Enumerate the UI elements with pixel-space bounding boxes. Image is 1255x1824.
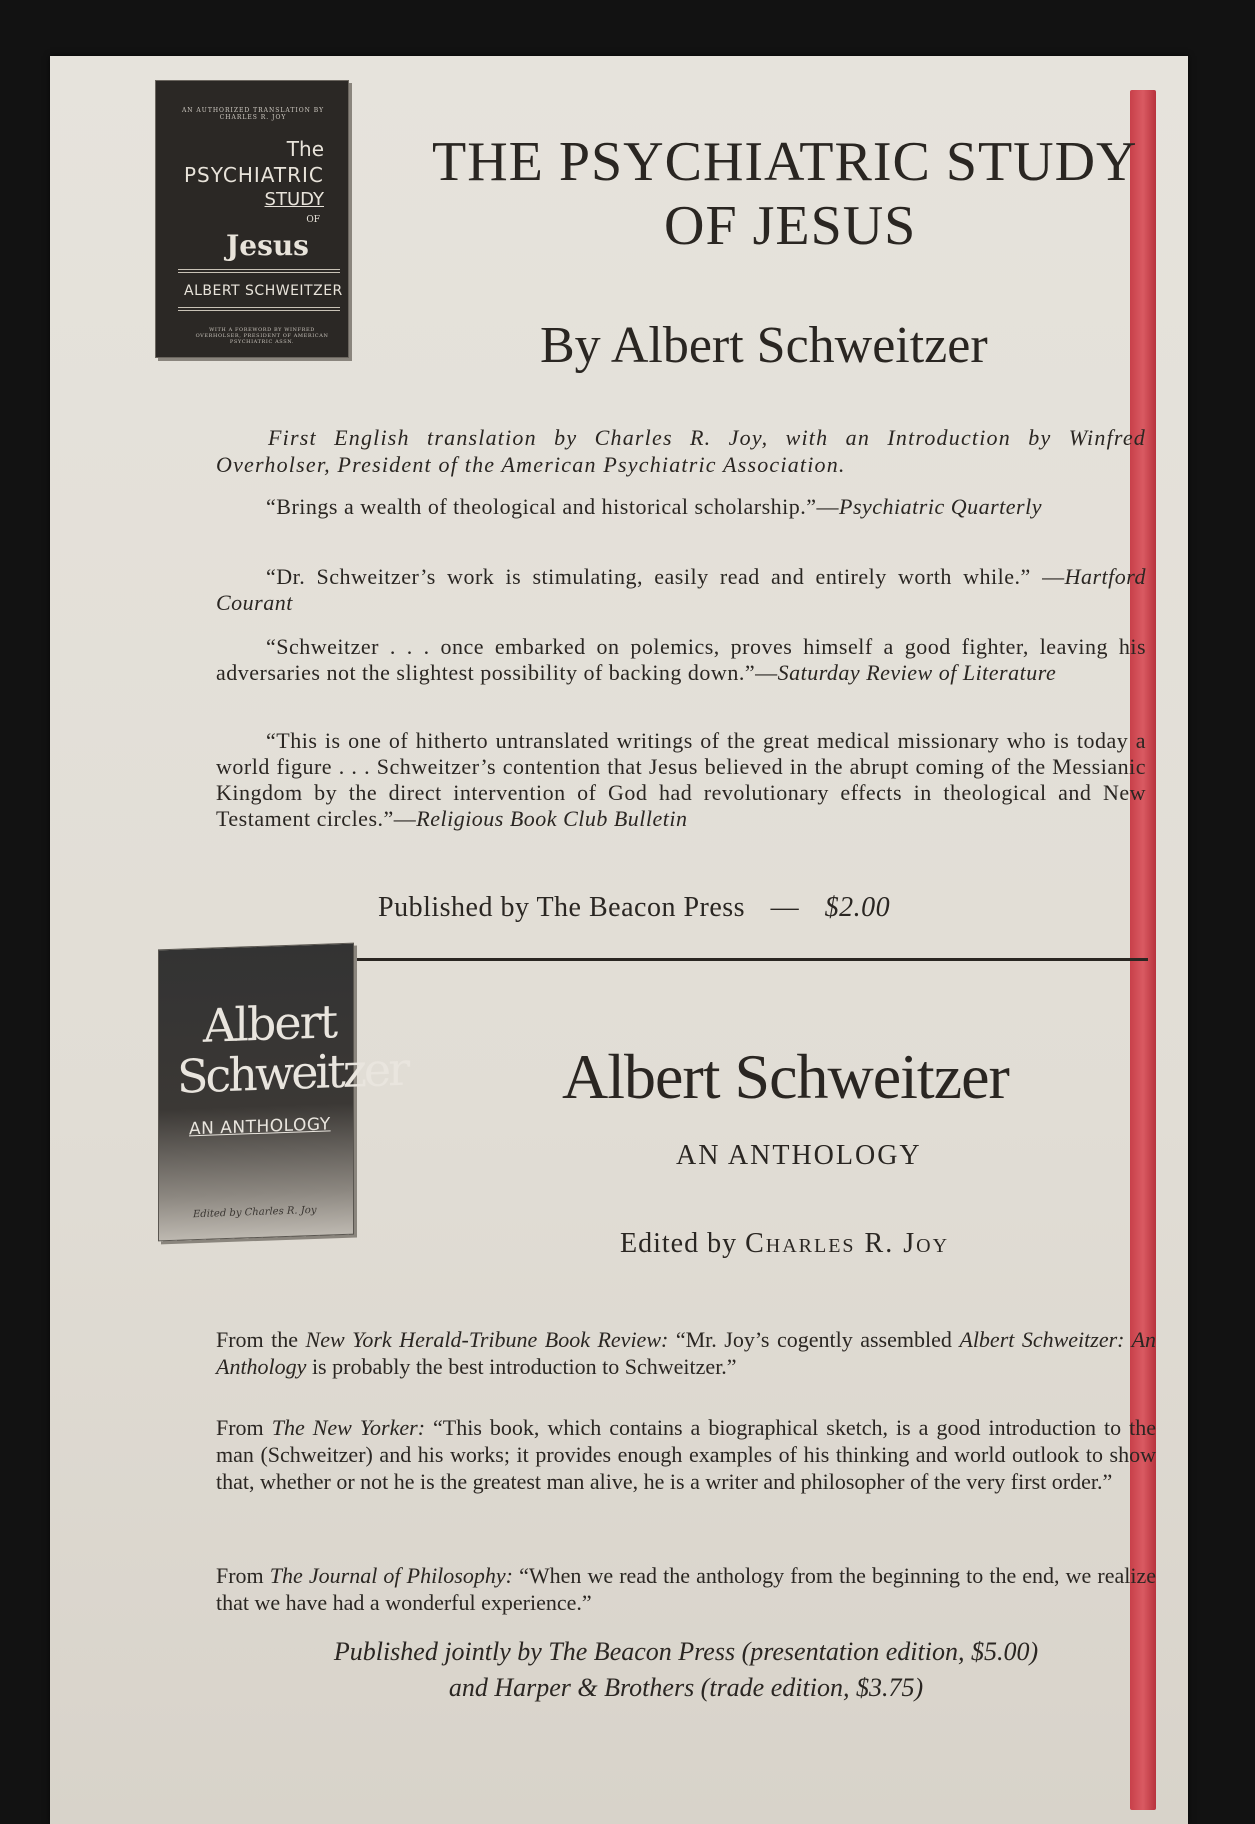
review-title-ref: Albert Schweitzer: An Anthology xyxy=(216,1327,1157,1379)
book2-editor xyxy=(620,1228,949,1260)
cover1-title-the: The xyxy=(286,137,324,161)
cover2-subtitle: AN ANTHOLOGY xyxy=(189,1114,331,1140)
review-text: “When we read the anthology from the beginning to the end, we realize that we have had a wonderful experience.” xyxy=(216,1563,1157,1615)
review-text-cont: is probably the best introduction to Schweitzer.” xyxy=(311,1354,737,1379)
book2-publisher-line2: and Harper & Brothers (trade edition, $3.75) xyxy=(448,1673,924,1702)
quote-text: “This is one of hitherto untranslated writings of the great medical missionary who is today a world figure . . . Schweitzer’s contention that Jesus believed in the abrupt coming of the Messianic Kingdom by the direct intervention of God had revolutionary effects in theological and New Testament circles.”— xyxy=(216,728,1146,831)
book1-dash: — xyxy=(770,892,800,923)
cover2-editor: Edited by Charles R. Joy xyxy=(193,1204,317,1221)
cover1-author: ALBERT SCHWEITZER xyxy=(184,283,343,299)
book1-publisher: Published by The Beacon Press xyxy=(378,892,746,923)
book2-title: Albert Schweitzer xyxy=(562,1041,1009,1112)
book1-quote xyxy=(216,634,1146,686)
section-divider xyxy=(218,958,1148,961)
book2-review xyxy=(216,1326,1156,1380)
cover2-title-albert: Albert xyxy=(203,994,337,1053)
review-source: The New Yorker: xyxy=(271,1415,426,1440)
book2-subtitle: AN ANTHOLOGY xyxy=(676,1140,922,1171)
book1-quote xyxy=(216,494,1146,520)
book2-publisher-line1: Published jointly by The Beacon Press (presentation edition, $5.00) xyxy=(333,1637,1039,1666)
cover1-rule-bottom xyxy=(178,307,340,311)
review-prefix: From xyxy=(216,1563,264,1588)
book1-title-line2: OF JESUS xyxy=(664,195,917,257)
cover1-bottom-text: WITH A FOREWORD BY WINFRED OVERHOLSER, PRESIDENT OF AMERICAN PSYCHIATRIC ASSN. xyxy=(195,327,329,345)
cover1-title-of: OF xyxy=(306,215,320,225)
book1-title xyxy=(432,130,1152,258)
cover1-rule-top xyxy=(178,269,340,273)
quote-source: Psychiatric Quarterly xyxy=(839,494,1042,519)
review-text: “This book, which contains a biographical sketch, is a good introduction to the man (Schweitzer) and his works; it provides enough examples of his thinking and world outlook to show that, whether or not he is the greatest man alive, he is a writer and philosopher of the very first order.” xyxy=(216,1415,1157,1494)
book1-publisher-line xyxy=(378,892,890,924)
book2-cover-image xyxy=(158,943,408,1242)
cover1-title-jesus: Jesus xyxy=(226,229,309,262)
review-source: The Journal of Philosophy: xyxy=(269,1563,513,1588)
book2-editor-prefix: Edited by xyxy=(620,1228,738,1259)
book1-byline: By Albert Schweitzer xyxy=(540,317,988,374)
quote-source: Hartford Courant xyxy=(216,564,1146,615)
review-prefix: From the xyxy=(216,1327,299,1352)
quote-source: Religious Book Club Bulletin xyxy=(416,806,688,831)
book1-intro xyxy=(216,424,1146,478)
quote-source: Saturday Review of Literature xyxy=(777,660,1057,685)
book1-cover-image xyxy=(155,80,349,358)
cover2-title-schweitzer: Schweitzer xyxy=(177,1041,408,1104)
book2-publisher xyxy=(226,1634,1146,1706)
quote-text: “Schweitzer . . . once embarked on polemics, proves himself a good fighter, leaving his adversaries not the slightest possibility of backing down.”— xyxy=(216,634,1146,685)
book1-intro-text: First English translation by Charles R. Joy, with an Introduction by Winfred Overholser, President of the American Psychiatric Association. xyxy=(216,425,1146,477)
book2-review xyxy=(216,1562,1156,1616)
review-source: New York Herald-Tribune Book Review: xyxy=(305,1327,669,1352)
quote-text: “Brings a wealth of theological and historical scholarship.”— xyxy=(266,494,840,519)
red-spine-edge xyxy=(1130,90,1156,1810)
cover1-title-study: STUDY xyxy=(264,189,324,210)
review-prefix: From xyxy=(216,1415,264,1440)
book2-editor-name: Charles R. Joy xyxy=(745,1228,950,1259)
review-text: “Mr. Joy’s cogently assembled xyxy=(675,1327,952,1352)
cover1-top-text: AN AUTHORIZED TRANSLATION BY CHARLES R. JOY xyxy=(181,107,325,121)
book1-quote xyxy=(216,728,1146,832)
book1-title-line1: THE PSYCHIATRIC STUDY xyxy=(432,131,1138,193)
cover1-title-psychiatric: PSYCHIATRIC xyxy=(184,163,324,187)
book1-quote xyxy=(216,564,1146,616)
quote-text: “Dr. Schweitzer’s work is stimulating, easily read and entirely worth while.” — xyxy=(266,564,1065,589)
book1-price: $2.00 xyxy=(824,892,891,923)
book2-review xyxy=(216,1414,1156,1495)
